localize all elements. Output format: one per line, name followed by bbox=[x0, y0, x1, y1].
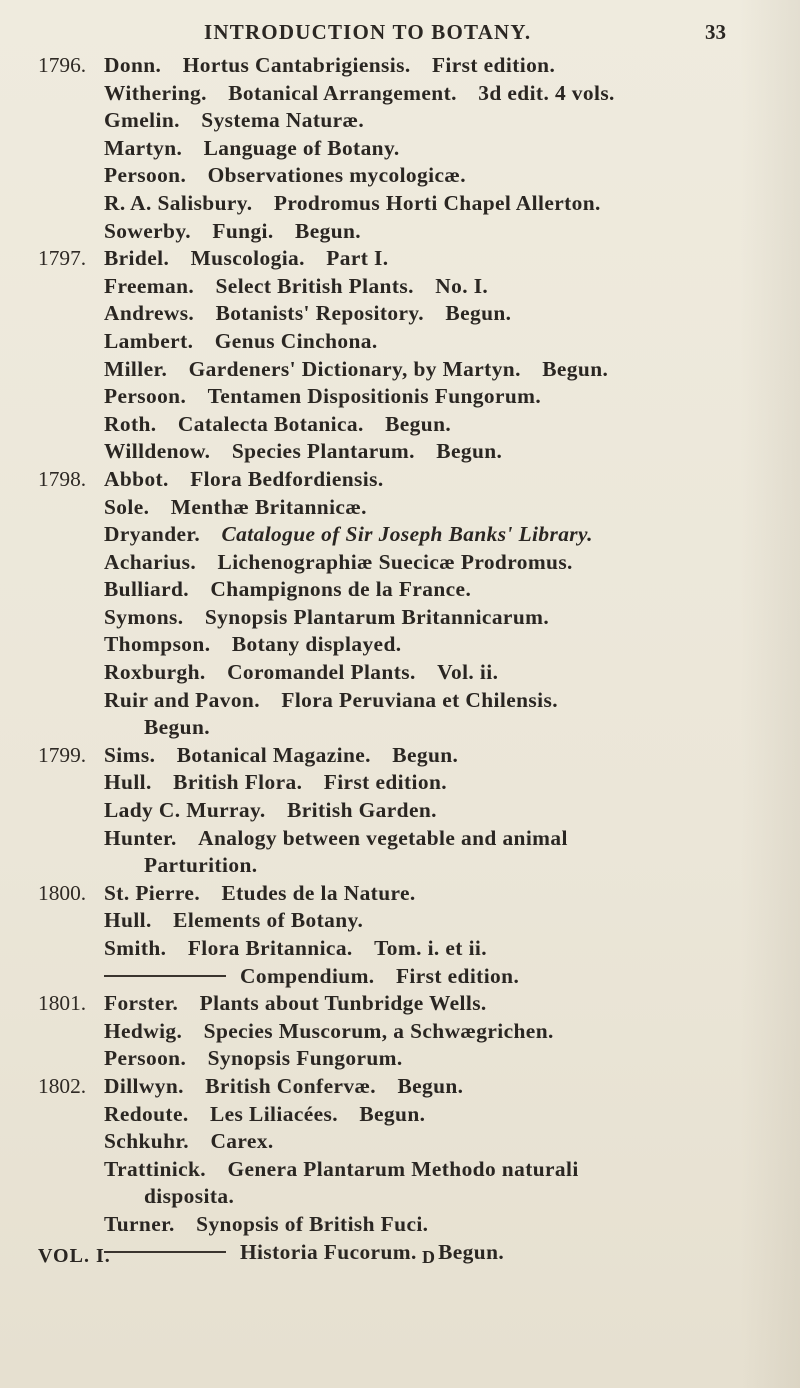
entry-title: Gardeners' Dictionary, by Martyn. bbox=[188, 356, 521, 381]
entry-text bbox=[104, 245, 389, 273]
entry-text bbox=[104, 631, 402, 659]
bibliography-entry bbox=[38, 714, 778, 742]
entry-text bbox=[104, 107, 364, 135]
entry-author: Roth. bbox=[104, 411, 157, 436]
ditto-dash bbox=[104, 975, 226, 977]
entry-title: Analogy between vegetable and animal bbox=[198, 825, 568, 850]
entry-title: Champignons de la France. bbox=[210, 577, 472, 602]
entry-text bbox=[104, 494, 367, 522]
entry-author: Trattinick. bbox=[104, 1156, 207, 1181]
bibliography-entry bbox=[38, 1101, 778, 1129]
entry-title: Language of Botany. bbox=[203, 135, 400, 160]
bibliography-entry bbox=[38, 135, 778, 163]
bibliography-entry bbox=[38, 659, 778, 687]
bibliography-entry bbox=[38, 549, 778, 577]
entry-year: 1799. bbox=[38, 742, 87, 767]
bibliography-entry bbox=[38, 1018, 778, 1046]
bibliography-entry bbox=[38, 300, 778, 328]
entry-title: Systema Naturæ. bbox=[201, 108, 365, 133]
bibliography-entry bbox=[38, 218, 778, 246]
entry-text bbox=[104, 1101, 425, 1129]
entry-year: 1800. bbox=[38, 880, 87, 905]
entry-year: 1797. bbox=[38, 246, 87, 271]
entry-author: Lambert. bbox=[104, 328, 194, 353]
entry-author: Andrews. bbox=[104, 301, 195, 326]
entry-year: 1798. bbox=[38, 466, 87, 491]
entry-note: No. I. bbox=[435, 273, 489, 298]
entry-note: First edition. bbox=[431, 53, 556, 77]
entry-text bbox=[104, 383, 541, 411]
bibliography-entry bbox=[38, 494, 778, 522]
bibliography-entry bbox=[38, 411, 778, 439]
entry-note: Begun. bbox=[445, 301, 512, 326]
entry-author: Turner. bbox=[104, 1211, 175, 1236]
entry-note: Vol. ii. bbox=[437, 660, 499, 685]
entry-title: Parturition. bbox=[144, 853, 258, 878]
entry-note: Tom. i. et ii. bbox=[374, 936, 488, 960]
entry-text bbox=[104, 162, 466, 190]
entry-title: Fungi. bbox=[212, 218, 274, 243]
entry-author: Lady C. Murray. bbox=[104, 798, 266, 823]
entry-title: Flora Bedfordiensis. bbox=[190, 466, 384, 491]
entry-text bbox=[104, 659, 498, 687]
bibliography-entry bbox=[38, 1156, 778, 1184]
page-number: 33 bbox=[705, 20, 726, 44]
bibliography-entry bbox=[38, 769, 778, 797]
entry-author: Sowerby. bbox=[104, 218, 191, 243]
bibliography-entry bbox=[38, 1183, 778, 1211]
signature-mark: D bbox=[422, 1247, 435, 1267]
entry-author: Smith. bbox=[104, 936, 167, 960]
entry-note: Begun. bbox=[359, 1101, 426, 1126]
entry-text bbox=[104, 604, 549, 632]
entry-year: 1796. bbox=[38, 53, 87, 77]
entry-title: British Garden. bbox=[287, 798, 437, 823]
bibliography-entry bbox=[38, 1073, 778, 1101]
entry-text bbox=[104, 190, 601, 218]
bibliography-entry bbox=[38, 1211, 778, 1239]
entry-author: Abbot. bbox=[104, 466, 169, 491]
entry-note: Begun. bbox=[436, 439, 503, 464]
entry-title: Etudes de la Nature. bbox=[221, 880, 416, 905]
entry-author: Bridel. bbox=[104, 246, 170, 271]
entry-title: Synopsis Fungorum. bbox=[207, 1046, 403, 1071]
entry-text bbox=[104, 769, 447, 797]
entry-text bbox=[104, 687, 558, 715]
entry-text bbox=[104, 1211, 428, 1239]
entry-note: Begun. bbox=[392, 742, 459, 767]
entry-note: First edition. bbox=[395, 963, 520, 988]
entry-year: 1801. bbox=[38, 991, 87, 1016]
entry-title: Synopsis of British Fuci. bbox=[196, 1211, 429, 1236]
entry-note: 3d edit. 4 vols. bbox=[478, 80, 615, 105]
entry-author: Hedwig. bbox=[104, 1018, 183, 1043]
entry-title: Select British Plants. bbox=[215, 273, 414, 298]
entry-author: Roxburgh. bbox=[104, 660, 206, 685]
entry-author: Thompson. bbox=[104, 632, 211, 657]
entry-text bbox=[104, 466, 384, 494]
entry-text bbox=[104, 576, 471, 604]
bibliography-entry bbox=[38, 107, 778, 135]
bibliography-entry bbox=[38, 880, 778, 908]
entry-text bbox=[104, 52, 555, 80]
entry-title: British Flora. bbox=[173, 770, 303, 795]
entry-author: Schkuhr. bbox=[104, 1129, 190, 1154]
bibliography-entry bbox=[38, 797, 778, 825]
entry-text bbox=[104, 273, 488, 301]
entry-title: Botanical Arrangement. bbox=[228, 80, 457, 105]
entry-author: R. A. Salisbury. bbox=[104, 190, 253, 215]
entry-text bbox=[104, 300, 511, 328]
entry-author: Willdenow. bbox=[104, 439, 211, 464]
bibliography-entry bbox=[38, 687, 778, 715]
entry-title: Synopsis Plantarum Britannicarum. bbox=[204, 604, 550, 629]
entry-author: Symons. bbox=[104, 604, 184, 629]
bibliography-entry bbox=[38, 825, 778, 853]
entry-title: Catalecta Botanica. bbox=[177, 411, 364, 436]
entry-title: Prodromus Horti Chapel Allerton. bbox=[273, 190, 601, 215]
bibliography-entry bbox=[38, 80, 778, 108]
entry-text bbox=[144, 852, 258, 880]
entry-author: Sole. bbox=[104, 494, 150, 519]
entry-author: Ruir and Pavon. bbox=[104, 687, 260, 712]
entry-title: Compendium. bbox=[240, 963, 375, 988]
bibliography-entry bbox=[38, 990, 778, 1018]
entry-title: Tentamen Dispositionis Fungorum. bbox=[207, 384, 542, 409]
entry-note: Begun. bbox=[385, 411, 452, 436]
entry-author: Redoute. bbox=[104, 1101, 189, 1126]
entry-text bbox=[104, 356, 608, 384]
entry-author: Forster. bbox=[104, 991, 179, 1016]
bibliography-entry bbox=[38, 742, 778, 770]
volume-label: VOL. I. bbox=[38, 1245, 111, 1267]
entry-note: Begun. bbox=[542, 356, 609, 381]
bibliography-entry bbox=[38, 1128, 778, 1156]
entry-text bbox=[144, 714, 210, 742]
running-head: INTRODUCTION TO BOTANY. bbox=[204, 20, 532, 44]
entry-title: Genera Plantarum Methodo naturali bbox=[227, 1156, 579, 1181]
entry-text bbox=[104, 1045, 403, 1073]
entry-author: Sims. bbox=[104, 742, 156, 767]
entry-title: Muscologia. bbox=[190, 246, 305, 271]
entry-author: Hull. bbox=[104, 770, 152, 795]
entry-author: Withering. bbox=[104, 80, 207, 105]
bibliography-entry bbox=[38, 576, 778, 604]
entry-title: Historia Fucorum. bbox=[240, 1239, 417, 1264]
entry-text bbox=[104, 135, 400, 163]
bibliography-entry bbox=[38, 328, 778, 356]
entry-note: Begun. bbox=[438, 1239, 505, 1264]
entry-title: Botanists' Repository. bbox=[215, 301, 425, 326]
entry-title: Plants about Tunbridge Wells. bbox=[199, 991, 487, 1016]
entry-author: Freeman. bbox=[104, 273, 195, 298]
entry-author: Dillwyn. bbox=[104, 1073, 184, 1098]
bibliography-entry bbox=[38, 438, 778, 466]
entry-note: Begun. bbox=[144, 715, 210, 740]
entry-author: St. Pierre. bbox=[104, 880, 201, 905]
entry-text bbox=[104, 742, 458, 770]
entry-title: Species Plantarum. bbox=[231, 439, 415, 464]
entry-title: Les Liliacées. bbox=[210, 1101, 338, 1126]
bibliography-entry bbox=[38, 383, 778, 411]
bibliography-entry bbox=[38, 466, 778, 494]
bibliography-entry bbox=[38, 52, 778, 80]
entry-author: Martyn. bbox=[104, 135, 183, 160]
entry-text bbox=[104, 218, 361, 246]
entry-title: Catalogue of Sir Joseph Banks' Library. bbox=[221, 522, 593, 547]
entry-author: Persoon. bbox=[104, 163, 187, 188]
entry-author: Hull. bbox=[104, 908, 152, 933]
entry-author: Acharius. bbox=[104, 549, 197, 574]
entry-author: Hunter. bbox=[104, 825, 177, 850]
entry-text bbox=[104, 1156, 579, 1184]
bibliography-entry bbox=[38, 190, 778, 218]
entry-title: British Confervæ. bbox=[205, 1073, 377, 1098]
entry-text bbox=[104, 80, 615, 108]
entry-title: Coromandel Plants. bbox=[227, 660, 416, 685]
entry-title: Botanical Magazine. bbox=[176, 742, 371, 767]
bibliography-entry bbox=[38, 907, 778, 935]
entry-author: Persoon. bbox=[104, 1046, 187, 1071]
entry-note: Begun. bbox=[397, 1073, 464, 1098]
entry-author: Gmelin. bbox=[104, 108, 180, 133]
bibliography-entry bbox=[38, 935, 778, 963]
entry-title: Elements of Botany. bbox=[173, 908, 364, 933]
entry-text bbox=[104, 797, 437, 825]
entry-author: Persoon. bbox=[104, 384, 187, 409]
entry-title: Flora Britannica. bbox=[187, 936, 353, 960]
entry-text bbox=[104, 1128, 274, 1156]
entry-note: Part I. bbox=[326, 246, 389, 271]
entry-text bbox=[104, 438, 502, 466]
entry-title: Genus Cinchona. bbox=[214, 328, 378, 353]
bibliography-entry bbox=[38, 245, 778, 273]
bibliography-entry bbox=[38, 1045, 778, 1073]
entry-title: Species Muscorum, a Schwægrichen. bbox=[203, 1018, 554, 1043]
entry-author: Donn. bbox=[104, 53, 162, 77]
entry-text bbox=[104, 411, 451, 439]
entry-text bbox=[104, 935, 487, 963]
bibliography-entry bbox=[38, 162, 778, 190]
entry-text bbox=[104, 1073, 463, 1101]
entry-text bbox=[104, 907, 363, 935]
bibliography-entry bbox=[38, 604, 778, 632]
bibliography-entry bbox=[38, 521, 778, 549]
bibliography-entry bbox=[38, 631, 778, 659]
entry-text bbox=[104, 990, 487, 1018]
entry-title: Carex. bbox=[210, 1129, 274, 1154]
entry-text bbox=[104, 825, 568, 853]
entry-author: Bulliard. bbox=[104, 577, 190, 602]
entry-note: Begun. bbox=[295, 218, 362, 243]
entry-text bbox=[104, 328, 378, 356]
entry-text bbox=[104, 963, 519, 991]
entry-author: Dryander. bbox=[104, 522, 201, 547]
entry-title: disposita. bbox=[144, 1184, 235, 1209]
bibliography-entry bbox=[38, 963, 778, 991]
entry-title: Menthæ Britannicæ. bbox=[170, 494, 367, 519]
entry-text bbox=[144, 1183, 234, 1211]
entry-title: Flora Peruviana et Chilensis. bbox=[281, 687, 558, 712]
entry-title: Botany displayed. bbox=[231, 632, 402, 657]
entry-text bbox=[104, 549, 573, 577]
entry-note: First edition. bbox=[323, 770, 447, 795]
entry-author: Miller. bbox=[104, 356, 168, 381]
page-footer bbox=[38, 1245, 778, 1273]
bibliography-entry bbox=[38, 273, 778, 301]
bibliography-entry bbox=[38, 852, 778, 880]
entry-text bbox=[104, 521, 593, 549]
bibliography-list bbox=[38, 52, 778, 1266]
entry-title: Lichenographiæ Suecicæ Prodromus. bbox=[217, 549, 573, 574]
entry-text bbox=[104, 1018, 554, 1046]
bibliography-entry bbox=[38, 356, 778, 384]
entry-year: 1802. bbox=[38, 1073, 87, 1098]
entry-title: Observationes mycologicæ. bbox=[207, 163, 466, 188]
entry-text bbox=[104, 880, 416, 908]
entry-title: Hortus Cantabrigiensis. bbox=[182, 53, 411, 77]
page-header bbox=[0, 20, 800, 50]
